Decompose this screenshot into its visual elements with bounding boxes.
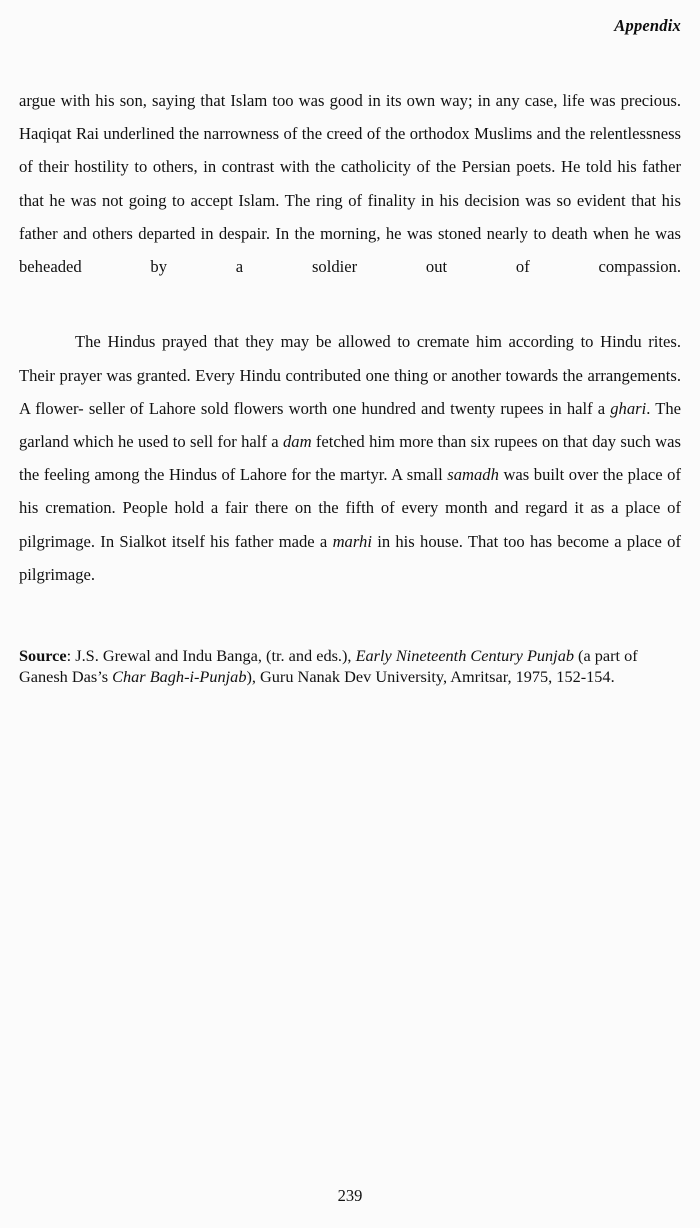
- paragraph-2-italic-5: samadh: [447, 465, 499, 485]
- paragraph-2-italic-7: marhi: [332, 531, 372, 551]
- page-number: 239: [337, 1186, 363, 1205]
- paragraph-2-text-4: fetched him more than six rupees on that day such was the feeling among the Hindus of Lahore for the martyr. A small: [19, 432, 681, 485]
- source-italic-4: Char Bagh-i-Punjab: [112, 667, 247, 687]
- paragraph-2-text-0: The Hindus prayed that they may be allowed to cremate him according to Hindu rites. Their prayer was granted. Every Hindu contributed one thing or another towards the arrangements. A flower- seller of Lahore sold flowers worth one hundred and twenty rupees in half a: [19, 332, 681, 418]
- source-citation: [19, 645, 687, 687]
- paragraph-2-text-6: was built over the place of his cremation. People hold a fair there on the fifth of every month and regard it as a place of pilgrimage. In Sialkot itself his father made a: [19, 465, 681, 551]
- source-italic-2: Early Nineteenth Century Punjab: [355, 646, 574, 665]
- source-bold-0: Source: [19, 646, 67, 665]
- paragraph-1-text-0: argue with his son, saying that Islam too was good in its own way; in any case, life was precious. Haqiqat Rai underlined the narrowness of the creed of the orthodox Muslims and the relentlessness of their hostility to others, in contrast with the catholicity of the Persian poets. He told his father that he was not going to accept Islam. The ring of finality in his decision was so evident that his father and others departed in despair. In the morning, he was stoned nearly to death when he was beheaded by a soldier out of compassion.: [19, 91, 681, 277]
- source-text-1: : J.S. Grewal and Indu Banga, (tr. and eds.),: [66, 646, 356, 665]
- source-text-3: (a part of Ganesh Das’s: [19, 646, 638, 687]
- paragraph-2-text-2: . The garland which he used to sell for half a: [19, 398, 681, 452]
- source-text-5: ), Guru Nanak Dev University, Amritsar, 1975, 152-154.: [246, 667, 615, 687]
- paragraph-1: [19, 84, 681, 316]
- paragraph-2-italic-1: ghari: [610, 398, 647, 418]
- running-head-appendix: Appendix: [614, 16, 681, 35]
- body-text-block: [19, 84, 681, 624]
- paragraph-2-text-8: in his house. That too has become a place of pilgrimage.: [19, 531, 681, 584]
- paragraph-2: [19, 325, 681, 624]
- paragraph-2-italic-3: dam: [282, 432, 312, 452]
